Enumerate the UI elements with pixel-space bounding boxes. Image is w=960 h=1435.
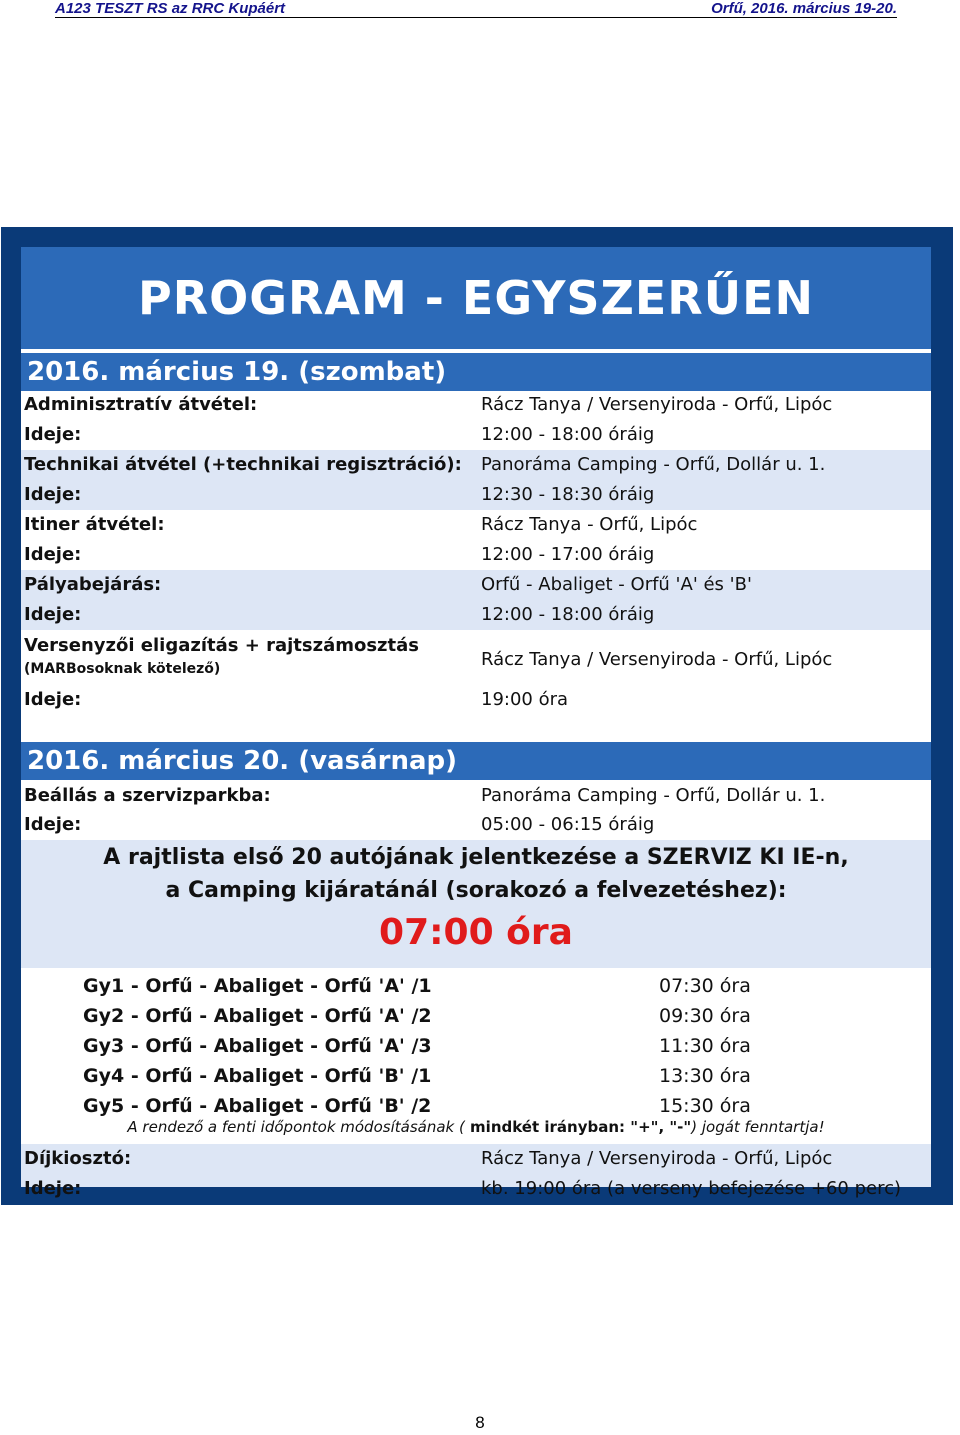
schedule-row [21,570,931,600]
schedule-row [21,1174,931,1199]
schedule-row [21,510,931,540]
row-label: Ideje: [24,1178,82,1199]
notice-line-2: a Camping kijáratánál (sorakozó a felvezetéshez): [165,878,787,903]
row-value: Rácz Tanya - Orfű, Lipóc [481,514,698,535]
schedule-row [21,450,931,480]
row-value: 19:00 óra [481,689,569,710]
schedule-row [21,1144,931,1174]
schedule-row [21,685,931,715]
schedule-row [21,781,931,811]
row-value: Rácz Tanya / Versenyiroda - Orfű, Lipóc [481,1148,833,1169]
stage-time: 15:30 óra [659,1095,751,1117]
stage-time: 11:30 óra [659,1035,751,1057]
stage-row [21,1002,931,1032]
schedule-row [21,540,931,570]
stage-name: Gy1 - Orfű - Abaliget - Orfű 'A' /1 [83,975,432,997]
stage-time: 07:30 óra [659,975,751,997]
briefing-label: Versenyzői eligazítás + rajtszámosztás [24,635,419,656]
header-title: A123 TESZT RS az RRC Kupáért [55,0,286,17]
disclaimer-pre: A rendező a fenti időpontok módosításának ( [127,1118,465,1136]
row-value: 12:00 - 18:00 óráig [481,424,655,445]
row-value: 12:00 - 18:00 óráig [481,604,655,625]
poster-panel [21,247,931,1199]
program-poster [1,227,953,1205]
row-label: Ideje: [24,689,82,710]
row-label: Beállás a szervizparkba: [24,785,271,806]
row-value: Panoráma Camping - Orfű, Dollár u. 1. [481,454,826,475]
stage-name: Gy5 - Orfű - Abaliget - Orfű 'B' /2 [83,1095,432,1117]
disclaimer-post: ) jogát fenntartja! [691,1118,825,1136]
stage-time: 09:30 óra [659,1005,751,1027]
row-label: Pályabejárás: [24,574,162,595]
schedule-row [21,810,931,840]
day2-heading: 2016. március 20. (vasárnap) [21,742,931,780]
schedule-disclaimer [21,1118,931,1136]
schedule-row [21,390,931,420]
schedule-row [21,420,931,450]
briefing-value-row [21,645,931,675]
row-label: Díjkiosztó: [24,1148,132,1169]
running-header [55,0,897,18]
day1-heading: 2016. március 19. (szombat) [21,353,931,391]
start-notice [21,840,931,968]
row-value: Panoráma Camping - Orfű, Dollár u. 1. [481,785,826,806]
stage-name: Gy3 - Orfű - Abaliget - Orfű 'A' /3 [83,1035,432,1057]
row-label: Itiner átvétel: [24,514,165,535]
briefing-sublabel: (MARBosoknak kötelező) [24,661,221,677]
row-value: kb. 19:00 óra (a verseny befejezése +60 perc) [481,1178,902,1199]
schedule-row [21,600,931,630]
row-label: Ideje: [24,814,82,835]
stage-row [21,1062,931,1092]
poster-title: PROGRAM - EGYSZERŰEN [21,247,931,349]
header-date: Orfű, 2016. március 19-20. [711,0,897,17]
row-label: Ideje: [24,424,82,445]
row-label: Technikai átvétel (+technikai regisztráció): [24,454,462,475]
row-value: 12:30 - 18:30 óráig [481,484,655,505]
row-value: Rácz Tanya / Versenyiroda - Orfű, Lipóc [481,394,833,415]
disclaimer-bold: mindkét irányban: "+", "-" [464,1118,692,1136]
page-number: 8 [475,1413,485,1432]
row-label: Ideje: [24,484,82,505]
row-value: Orfű - Abaliget - Orfű 'A' és 'B' [481,574,752,595]
row-value: 12:00 - 17:00 óráig [481,544,655,565]
row-label: Ideje: [24,604,82,625]
stage-time: 13:30 óra [659,1065,751,1087]
stage-name: Gy4 - Orfű - Abaliget - Orfű 'B' /1 [83,1065,432,1087]
schedule-row [21,480,931,510]
briefing-value: Rácz Tanya / Versenyiroda - Orfű, Lipóc [481,649,833,670]
stage-row [21,1032,931,1062]
row-label: Ideje: [24,544,82,565]
stage-name: Gy2 - Orfű - Abaliget - Orfű 'A' /2 [83,1005,432,1027]
row-label: Adminisztratív átvétel: [24,394,258,415]
notice-line-1: A rajtlista első 20 autójának jelentkezése a SZERVIZ KI IE-n, [103,845,849,870]
stage-row [21,972,931,1002]
row-value: 05:00 - 06:15 óráig [481,814,655,835]
notice-start-time: 07:00 óra [379,912,573,953]
